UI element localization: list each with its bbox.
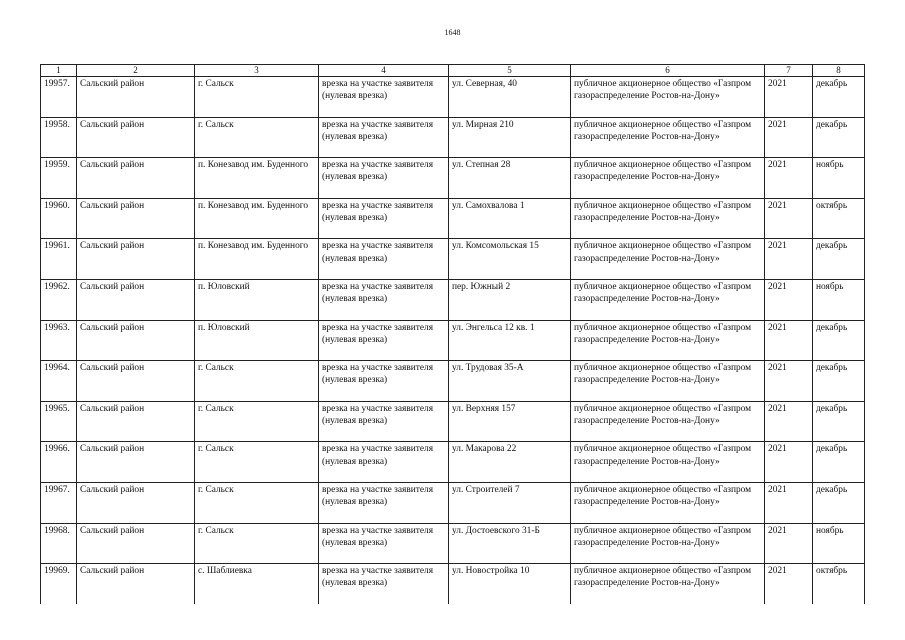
column-header: 6 — [571, 65, 765, 77]
locality-cell: г. Сальск — [195, 401, 319, 442]
table-row — [41, 442, 865, 483]
table-row — [41, 77, 865, 118]
organization-cell: публичное акционерное общество «Газпром газораспределение Ростов-на-Дону» — [571, 279, 765, 320]
district-cell: Сальский район — [77, 401, 195, 442]
year-cell: 2021 — [765, 361, 813, 402]
district-cell: Сальский район — [77, 320, 195, 361]
locality-cell: г. Сальск — [195, 442, 319, 483]
column-header: 4 — [319, 65, 449, 77]
year-cell: 2021 — [765, 117, 813, 158]
work-type-cell: врезка на участке заявителя (нулевая врезка) — [319, 320, 449, 361]
year-cell: 2021 — [765, 279, 813, 320]
address-cell: ул. Новостройка 10 — [449, 564, 571, 605]
address-cell: ул. Верхняя 157 — [449, 401, 571, 442]
year-cell: 2021 — [765, 523, 813, 564]
year-cell: 2021 — [765, 320, 813, 361]
year-cell: 2021 — [765, 442, 813, 483]
organization-cell: публичное акционерное общество «Газпром газораспределение Ростов-на-Дону» — [571, 320, 765, 361]
organization-cell: публичное акционерное общество «Газпром газораспределение Ростов-на-Дону» — [571, 442, 765, 483]
work-type-cell: врезка на участке заявителя (нулевая врезка) — [319, 401, 449, 442]
work-type-cell: врезка на участке заявителя (нулевая врезка) — [319, 279, 449, 320]
locality-cell: г. Сальск — [195, 482, 319, 523]
column-header: 5 — [449, 65, 571, 77]
row-number: 19964. — [41, 361, 77, 402]
table-row — [41, 279, 865, 320]
row-number: 19962. — [41, 279, 77, 320]
month-cell: декабрь — [813, 320, 865, 361]
locality-cell: п. Конезавод им. Буденного — [195, 158, 319, 199]
locality-cell: с. Шаблиевка — [195, 564, 319, 605]
table-row — [41, 523, 865, 564]
row-number: 19965. — [41, 401, 77, 442]
locality-cell: п. Юловский — [195, 320, 319, 361]
district-cell: Сальский район — [77, 564, 195, 605]
year-cell: 2021 — [765, 401, 813, 442]
column-header: 1 — [41, 65, 77, 77]
locality-cell: п. Конезавод им. Буденного — [195, 239, 319, 280]
column-header: 3 — [195, 65, 319, 77]
locality-cell: п. Юловский — [195, 279, 319, 320]
address-cell: ул. Трудовая 35-А — [449, 361, 571, 402]
registry-table — [40, 64, 865, 604]
work-type-cell: врезка на участке заявителя (нулевая врезка) — [319, 564, 449, 605]
year-cell: 2021 — [765, 482, 813, 523]
district-cell: Сальский район — [77, 523, 195, 564]
column-header: 8 — [813, 65, 865, 77]
month-cell: ноябрь — [813, 279, 865, 320]
row-number: 19963. — [41, 320, 77, 361]
month-cell: декабрь — [813, 77, 865, 118]
month-cell: октябрь — [813, 198, 865, 239]
month-cell: декабрь — [813, 442, 865, 483]
address-cell: ул. Макарова 22 — [449, 442, 571, 483]
month-cell: ноябрь — [813, 158, 865, 199]
address-cell: ул. Степная 28 — [449, 158, 571, 199]
district-cell: Сальский район — [77, 158, 195, 199]
address-cell: ул. Комсомольская 15 — [449, 239, 571, 280]
district-cell: Сальский район — [77, 117, 195, 158]
address-cell: ул. Строителей 7 — [449, 482, 571, 523]
row-number: 19968. — [41, 523, 77, 564]
locality-cell: г. Сальск — [195, 523, 319, 564]
work-type-cell: врезка на участке заявителя (нулевая врезка) — [319, 239, 449, 280]
year-cell: 2021 — [765, 564, 813, 605]
table-row — [41, 198, 865, 239]
column-header: 7 — [765, 65, 813, 77]
year-cell: 2021 — [765, 198, 813, 239]
table-row — [41, 564, 865, 605]
address-cell: ул. Достоевского 31-Б — [449, 523, 571, 564]
table-row — [41, 239, 865, 280]
district-cell: Сальский район — [77, 361, 195, 402]
page-number: 1648 — [444, 28, 461, 37]
organization-cell: публичное акционерное общество «Газпром газораспределение Ростов-на-Дону» — [571, 523, 765, 564]
address-cell: ул. Самохвалова 1 — [449, 198, 571, 239]
table-row — [41, 117, 865, 158]
row-number: 19959. — [41, 158, 77, 199]
year-cell: 2021 — [765, 239, 813, 280]
row-number: 19958. — [41, 117, 77, 158]
work-type-cell: врезка на участке заявителя (нулевая врезка) — [319, 442, 449, 483]
row-number: 19967. — [41, 482, 77, 523]
row-number: 19969. — [41, 564, 77, 605]
month-cell: октябрь — [813, 564, 865, 605]
month-cell: декабрь — [813, 361, 865, 402]
month-cell: декабрь — [813, 482, 865, 523]
organization-cell: публичное акционерное общество «Газпром газораспределение Ростов-на-Дону» — [571, 239, 765, 280]
work-type-cell: врезка на участке заявителя (нулевая врезка) — [319, 523, 449, 564]
district-cell: Сальский район — [77, 442, 195, 483]
organization-cell: публичное акционерное общество «Газпром газораспределение Ростов-на-Дону» — [571, 77, 765, 118]
work-type-cell: врезка на участке заявителя (нулевая врезка) — [319, 158, 449, 199]
year-cell: 2021 — [765, 77, 813, 118]
table-row — [41, 158, 865, 199]
district-cell: Сальский район — [77, 279, 195, 320]
organization-cell: публичное акционерное общество «Газпром газораспределение Ростов-на-Дону» — [571, 117, 765, 158]
header-row — [41, 65, 865, 77]
district-cell: Сальский район — [77, 198, 195, 239]
work-type-cell: врезка на участке заявителя (нулевая врезка) — [319, 117, 449, 158]
table-row — [41, 482, 865, 523]
address-cell: ул. Мирная 210 — [449, 117, 571, 158]
district-cell: Сальский район — [77, 77, 195, 118]
address-cell: ул. Энгельса 12 кв. 1 — [449, 320, 571, 361]
table-row — [41, 361, 865, 402]
work-type-cell: врезка на участке заявителя (нулевая врезка) — [319, 198, 449, 239]
table-row — [41, 320, 865, 361]
month-cell: декабрь — [813, 117, 865, 158]
organization-cell: публичное акционерное общество «Газпром газораспределение Ростов-на-Дону» — [571, 401, 765, 442]
organization-cell: публичное акционерное общество «Газпром газораспределение Ростов-на-Дону» — [571, 361, 765, 402]
year-cell: 2021 — [765, 158, 813, 199]
row-number: 19966. — [41, 442, 77, 483]
organization-cell: публичное акционерное общество «Газпром газораспределение Ростов-на-Дону» — [571, 198, 765, 239]
organization-cell: публичное акционерное общество «Газпром газораспределение Ростов-на-Дону» — [571, 482, 765, 523]
month-cell: декабрь — [813, 401, 865, 442]
table-row — [41, 401, 865, 442]
address-cell: пер. Южный 2 — [449, 279, 571, 320]
locality-cell: г. Сальск — [195, 117, 319, 158]
organization-cell: публичное акционерное общество «Газпром газораспределение Ростов-на-Дону» — [571, 158, 765, 199]
district-cell: Сальский район — [77, 239, 195, 280]
locality-cell: г. Сальск — [195, 361, 319, 402]
locality-cell: п. Конезавод им. Буденного — [195, 198, 319, 239]
row-number: 19961. — [41, 239, 77, 280]
work-type-cell: врезка на участке заявителя (нулевая врезка) — [319, 77, 449, 118]
column-header: 2 — [77, 65, 195, 77]
address-cell: ул. Северная, 40 — [449, 77, 571, 118]
district-cell: Сальский район — [77, 482, 195, 523]
month-cell: ноябрь — [813, 523, 865, 564]
organization-cell: публичное акционерное общество «Газпром газораспределение Ростов-на-Дону» — [571, 564, 765, 605]
row-number: 19957. — [41, 77, 77, 118]
row-number: 19960. — [41, 198, 77, 239]
month-cell: декабрь — [813, 239, 865, 280]
work-type-cell: врезка на участке заявителя (нулевая врезка) — [319, 482, 449, 523]
locality-cell: г. Сальск — [195, 77, 319, 118]
work-type-cell: врезка на участке заявителя (нулевая врезка) — [319, 361, 449, 402]
